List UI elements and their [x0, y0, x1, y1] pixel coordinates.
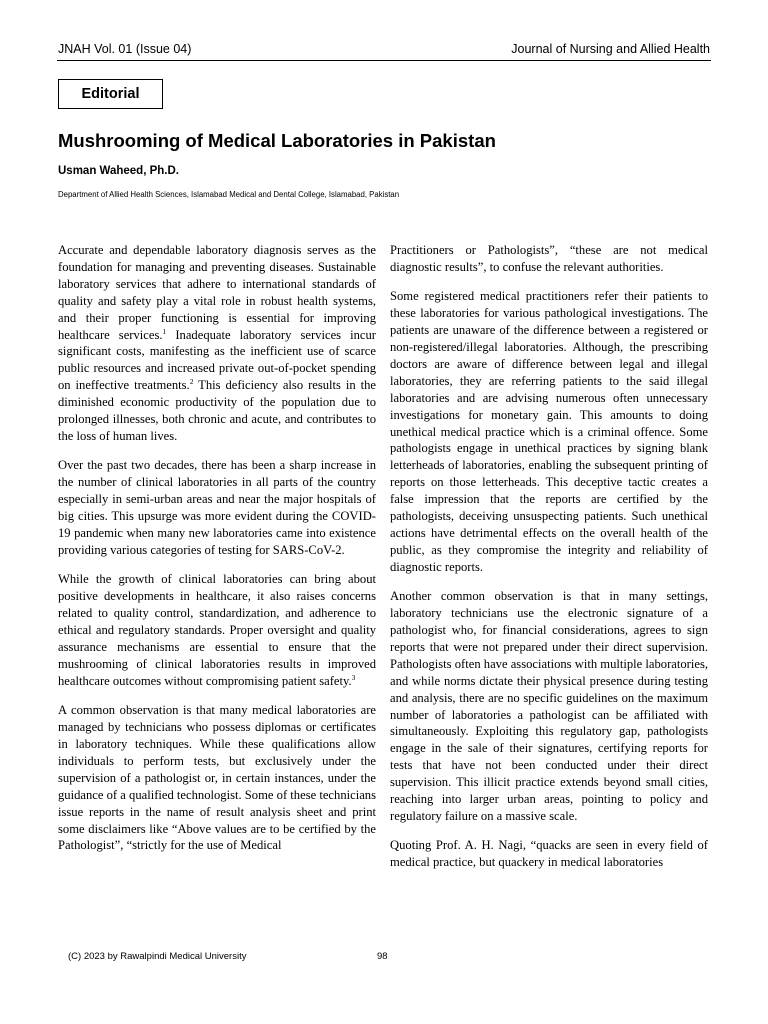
paragraph-5: Some registered medical practitioners refer their patients to these laboratories for various pathological investigations. The patients are unaware of the difference between a registered or non-registered/illegal laboratories. Although, the prescribing doctors are aware of difference between legal and illegal laboratories, they are referring patients to the said illegal laboratories and are advising numerous often unnecessary investigations for monetary gain. This amounts to doing unethical medical practice which is a criminal offence. Some pathologists engage in unethical practices by signing blank letterheads of laboratories, enabling the subsequent printing of reports on those letterheads. This deceptive tactic creates a false impression that the reports are certified by the pathologists, deceiving unsuspecting patients. Such unethical actions have detrimental effects on the overall health of the public, as they compromise the integrity and reliability of diagnostic reports. [390, 289, 708, 574]
citation-ref: 3 [351, 672, 356, 682]
paragraph-1: Accurate and dependable laboratory diagnosis serves as the foundation for managing and preventing diseases. Sustainable laboratory services that adhere to international standards of quality and safety play a vital role in robust health systems, and their proper functioning is essential for improving healthcare services.$^1$ Inadequate laboratory services incur significant costs, manifesting as the inefficient use of scarce public resources and increased private out-of-pocket spending on ineffective treatments.$^2$ This deficiency also results in the diminished economic productivity of the population due to prolonged illnesses, both chronic and acute, and contributes to the loss of human lives. [58, 243, 377, 443]
section-label: Editorial [58, 79, 163, 109]
paragraph-4: A common observation is that many medical laboratories are managed by technicians who possess diplomas or certificates in laboratory techniques. While these qualifications allow individuals to perform tests, but exclusively under the supervision of a pathologist or, in certain instances, under the guidance of a qualified technologist. Some of these technicians issue reports in the name of result analysis sheet and print some disclaimers like “Above values are to be certified by the Pathologist”, “strictly for the use of Medical [58, 703, 376, 853]
article-title: Mushrooming of Medical Laboratories in Pakistan [58, 130, 496, 151]
copyright-notice: (C) 2023 by Rawalpindi Medical University [68, 951, 247, 962]
page-number: 98 [377, 951, 388, 962]
journal-name: Journal of Nursing and Allied Health [511, 42, 710, 56]
paragraph-6: Another common observation is that in many settings, laboratory technicians use the electronic signature of a pathologist who, for financial considerations, agrees to sign reports that were not prepared under their direct supervision. Pathologists often have associations with multiple laboratories, and while norms dictate their physical presence during testing and analysis, there are no specific guidelines on the maximum number of laboratories a pathologist can be affiliated with simultaneously. Exploiting this regulatory gap, pathologists engage in the sale of their signatures, certifying reports for tests that have not been conducted under their direct supervision. This illicit practice extends beyond small cities, reaching into larger urban areas, pointing to policy and regulatory failure on a massive scale. [390, 589, 708, 823]
body-column-right [390, 242, 708, 884]
journal-issue: JNAH Vol. 01 (Issue 04) [58, 42, 192, 56]
citation-ref: 1 [162, 326, 167, 336]
header-divider [57, 60, 711, 61]
author-affiliation: Department of Allied Health Sciences, Islamabad Medical and Dental College, Islamabad, Pakistan [58, 190, 400, 199]
paragraph-3: While the growth of clinical laboratories can bring about positive developments in healthcare, it also raises concerns related to quality control, standardization, and adherence to ethical and regulatory standards. Proper oversight and quality assurance mechanisms are essential to ensure that the mushrooming of clinical laboratories results in improved healthcare outcomes without compromising patient safety.$^3$ [58, 572, 376, 688]
paragraph-2: Over the past two decades, there has been a sharp increase in the number of clinical laboratories in all parts of the country especially in semi-urban areas and near the major hospitals of big cities. This upsurge was more evident during the COVID-19 pandemic when many new laboratories came into existence providing various categories of testing for SARS-CoV-2. [58, 458, 376, 557]
paragraph-7: Quoting Prof. A. H. Nagi, “quacks are seen in every field of medical practice, but quackery in medical laboratories [390, 838, 708, 870]
article-author: Usman Waheed, Ph.D. [58, 165, 179, 177]
citation-ref: 2 [189, 377, 194, 387]
body-column-left [58, 242, 376, 867]
paragraph-4-continued: Practitioners or Pathologists”, “these are not medical diagnostic results”, to confuse the relevant authorities. [390, 243, 708, 274]
